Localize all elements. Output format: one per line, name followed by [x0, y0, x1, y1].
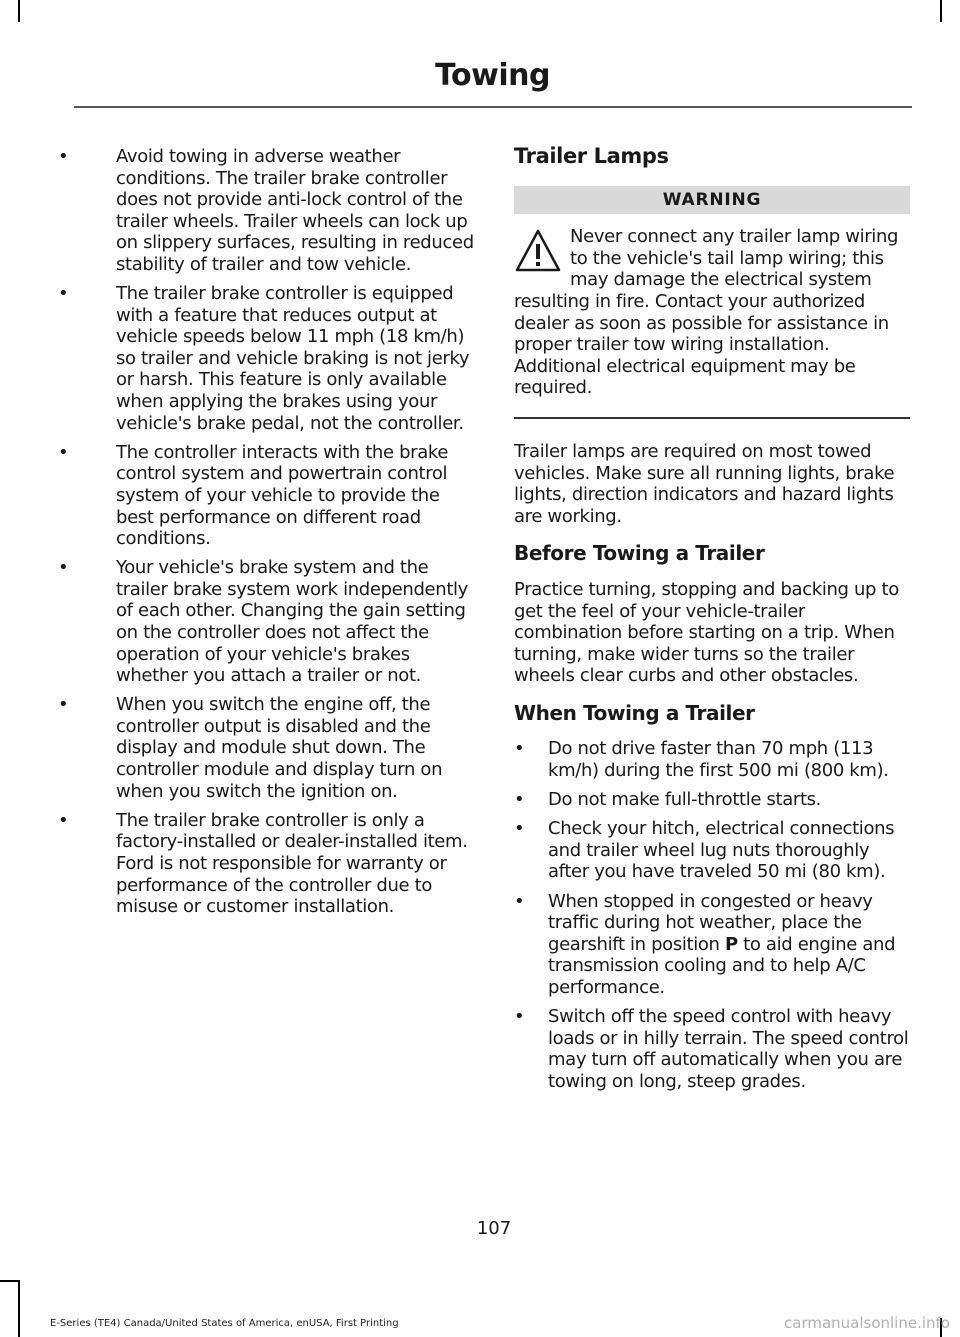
bullet-icon: • — [58, 283, 69, 305]
bullet-icon: • — [58, 694, 69, 716]
list-item — [58, 694, 478, 802]
bullet-icon: • — [514, 1006, 525, 1027]
list-item — [514, 738, 910, 781]
list-item-text: The controller interacts with the brake control system and powertrain control system of your vehicle to provide the best performance on different road conditions. — [116, 441, 449, 550]
list-item — [58, 146, 478, 276]
list-item-text-part: When stopped in congested or heavy traffic during hot weather, place the gearshift in position — [548, 890, 873, 955]
warning-box — [514, 226, 910, 399]
list-item-text: Avoid towing in adverse weather conditions. The trailer brake controller does not provide anti-lock control of the trailer wheels. Trailer wheels can lock up on slippery surfaces, resulting in reduced stability of trailer and tow vehicle. — [116, 146, 474, 275]
warning-label: WARNING — [514, 186, 910, 215]
list-item — [514, 789, 910, 811]
list-item-text: When you switch the engine off, the controller output is disabled and the display and module shut down. The controller module and display turn on when you switch the ignition on. — [116, 694, 443, 802]
gear-position-label: P — [724, 933, 738, 955]
crop-mark-top-left-vertical — [18, 0, 20, 22]
list-item-text-part: to aid engine and transmission cooling and to help A/C performance. — [548, 933, 896, 998]
bullet-icon: • — [514, 789, 525, 811]
bullet-icon: • — [514, 890, 525, 912]
list-item — [514, 891, 910, 999]
edition-footer: E-Series (TE4) Canada/United States of America, enUSA, First Printing — [50, 1318, 399, 1329]
bullet-icon: • — [514, 738, 525, 760]
subsection-title-before-towing: Before Towing a Trailer — [514, 541, 765, 566]
page-title: Towing — [435, 58, 550, 93]
list-item-text: The trailer brake controller is only a factory-installed or dealer-installed item. Ford is not responsible for warranty or performance of the controller due to misuse or customer installation. — [116, 809, 468, 918]
warning-text: Never connect any trailer lamp wiring to the vehicle's tail lamp wiring; this may damage the electrical system resulting in fire. Contact your authorized dealer as soon as possible for assistance in proper trailer tow wiring installation. Additional electrical equipment may be required. — [514, 226, 899, 399]
list-item-text: Do not make full-throttle starts. — [548, 789, 822, 811]
when-towing-bullet-list — [514, 738, 910, 1092]
left-bullet-list — [58, 146, 478, 918]
warning-divider — [514, 417, 910, 419]
right-column — [514, 146, 910, 1100]
watermark: carmanualsonline.info — [784, 1314, 950, 1332]
warning-triangle-icon — [514, 228, 562, 274]
list-item — [514, 818, 910, 883]
list-item-text: Switch off the speed control with heavy loads or in hilly terrain. The speed control may turn off automatically when you are towing on long, steep grades. — [548, 1006, 909, 1092]
crop-mark-bottom-left-vertical — [18, 1280, 20, 1337]
bullet-icon: • — [58, 441, 69, 463]
list-item — [514, 1006, 910, 1092]
section-title-trailer-lamps: Trailer Lamps — [514, 144, 669, 168]
list-item-text: Do not drive faster than 70 mph (113 km/h) during the first 500 mi (800 km). — [548, 738, 889, 782]
list-item — [58, 810, 478, 918]
crop-mark-top-right-vertical — [940, 0, 942, 22]
bullet-icon: • — [58, 809, 69, 831]
list-item-text: The trailer brake controller is equipped with a feature that reduces output at vehicle speeds below 11 mph (18 km/h) so trailer and vehicle braking is not jerky or harsh. This feature is only available when applying the brakes using your vehicle's brake pedal, not the controller. — [116, 283, 470, 434]
header-divider — [74, 106, 912, 108]
left-column — [58, 146, 478, 925]
list-item — [58, 283, 478, 434]
bullet-icon: • — [514, 818, 525, 840]
trailer-lamps-paragraph: Trailer lamps are required on most towed vehicles. Make sure all running lights, brake lights, direction indicators and hazard lights are working. — [514, 440, 895, 527]
crop-mark-bottom-left-horizontal — [0, 1280, 20, 1282]
bullet-icon: • — [58, 557, 69, 579]
list-item-text: Check your hitch, electrical connections and trailer wheel lug nuts thoroughly after you have traveled 50 mi (80 km). — [548, 818, 895, 883]
page-number: 107 — [476, 1218, 512, 1239]
list-item — [58, 442, 478, 550]
before-towing-paragraph: Practice turning, stopping and backing up to get the feel of your vehicle-trailer combination before starting on a trip. When turning, make wider turns so the trailer wheels clear curbs and other obstacles. — [514, 578, 899, 687]
bullet-icon: • — [58, 146, 69, 167]
list-item-text: Your vehicle's brake system and the trailer brake system work independently of each other. Changing the gain setting on the controller does not affect the operation of your vehicle's brakes whether you attach a trailer or not. — [116, 557, 468, 687]
subsection-title-when-towing: When Towing a Trailer — [514, 700, 755, 725]
list-item — [58, 557, 478, 687]
